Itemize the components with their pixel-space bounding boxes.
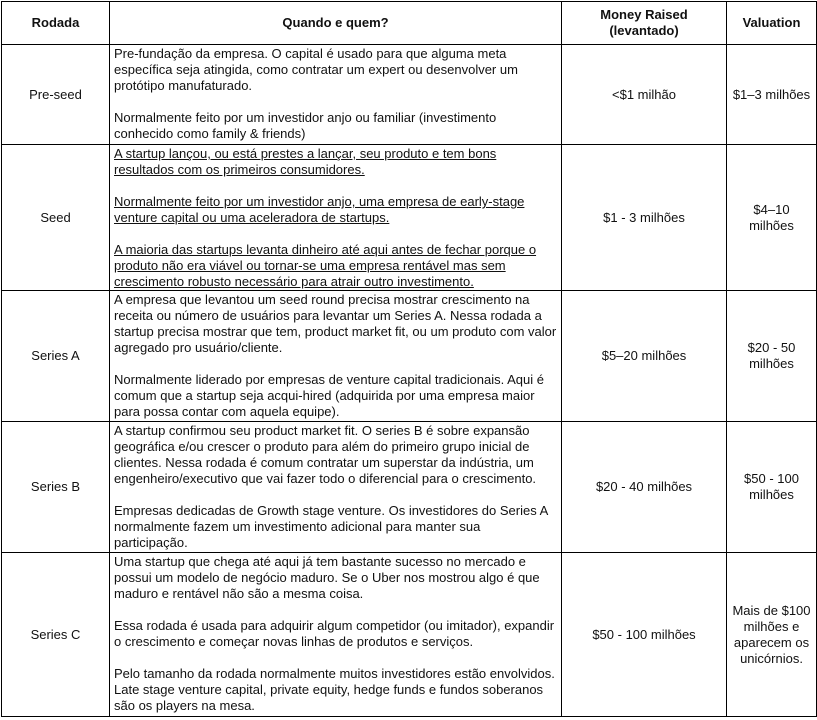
description-paragraph: Normalmente feito por um investidor anjo, uma empresa de early-stage venture capital ou uma aceleradora de startups. (114, 194, 525, 225)
valuation-cell: $4–10 milhões (727, 145, 817, 291)
description-paragraph: A empresa que levantou um seed round precisa mostrar crescimento na receita ou número de usuários para levantar um Series A. Nessa rodada a startup precisa mostrar que tem, product market fit, ou um produto com valor agregado pro usuário/cliente. (114, 292, 557, 355)
table-row-series-c (2, 553, 817, 717)
table-row-pre-seed (2, 45, 817, 145)
description-paragraph: Pelo tamanho da rodada normalmente muitos investidores estão envolvidos. Late stage venture capital, private equity, hedge funds e fundos soberanos são os players na mesa. (114, 666, 555, 713)
stage-cell: Series C (2, 553, 110, 717)
stage-cell: Seed (2, 145, 110, 291)
funding-rounds-table (1, 1, 817, 717)
valuation-cell: $1–3 milhões (727, 45, 817, 145)
description-cell (110, 291, 562, 422)
header-money-raised (562, 2, 727, 45)
header-rodada: Rodada (2, 2, 110, 45)
valuation-cell: $20 - 50 milhões (727, 291, 817, 422)
description-cell (110, 553, 562, 717)
money-raised-cell: $20 - 40 milhões (562, 422, 727, 553)
description-cell (110, 422, 562, 553)
table-row-series-a (2, 291, 817, 422)
table-row-series-b (2, 422, 817, 553)
header-money-line2: (levantado) (609, 23, 679, 38)
header-row (2, 2, 817, 45)
header-quando-e-quem: Quando e quem? (110, 2, 562, 45)
description-paragraph: Pre-fundação da empresa. O capital é usado para que alguma meta específica seja atingida, como contratar um expert ou desenvolver um protótipo manufaturado. (114, 46, 518, 93)
description-paragraph: Normalmente liderado por empresas de venture capital tradicionais. Aqui é comum que a startup seja acqui-hired (adquirida por uma empresa maior para possa contar com aquela equipe). (114, 372, 544, 419)
money-raised-cell: $1 - 3 milhões (562, 145, 727, 291)
description-paragraph: Uma startup que chega até aqui já tem bastante sucesso no mercado e possui um modelo de negócio maduro. Se o Uber nos mostrou algo é que maduro e rentável não são a mesma coisa. (114, 554, 540, 601)
valuation-cell: $50 - 100 milhões (727, 422, 817, 553)
description-cell (110, 145, 562, 291)
description-paragraph: A startup lançou, ou está prestes a lançar, seu produto e tem bons resultados com os primeiros consumidores. (114, 146, 497, 177)
description-paragraph: Normalmente feito por um investidor anjo ou familiar (investimento conhecido como family & friends) (114, 110, 497, 141)
description-paragraph: A startup confirmou seu product market fit. O series B é sobre expansão geográfica e/ou crescer o produto para além do primeiro grupo inicial de clientes. Nessa rodada é comum contratar um superstar da indústria, um engenheiro/executivo que vai fazer todo o diferencial para o crescimento. (114, 423, 537, 486)
money-raised-cell: <$1 milhão (562, 45, 727, 145)
stage-cell: Pre-seed (2, 45, 110, 145)
header-money-line1: Money Raised (600, 7, 688, 22)
table-row-seed (2, 145, 817, 291)
money-raised-cell: $50 - 100 milhões (562, 553, 727, 717)
header-valuation: Valuation (727, 2, 817, 45)
stage-cell: Series A (2, 291, 110, 422)
description-paragraph: Empresas dedicadas de Growth stage venture. Os investidores do Series A normalmente fazem um investimento adicional para manter sua participação. (114, 503, 548, 550)
money-raised-cell: $5–20 milhões (562, 291, 727, 422)
description-paragraph: Essa rodada é usada para adquirir algum competidor (ou imitador), expandir o crescimento e começar novas linhas de produtos e serviços. (114, 618, 555, 649)
stage-cell: Series B (2, 422, 110, 553)
description-paragraph: A maioria das startups levanta dinheiro até aqui antes de fechar porque o produto não era viável ou tornar-se uma empresa rentável mas sem crescimento robusto necessário para atrair outro investimento. (114, 242, 537, 289)
valuation-cell: Mais de $100 milhões e aparecem os unicórnios. (727, 553, 817, 717)
description-cell (110, 45, 562, 145)
